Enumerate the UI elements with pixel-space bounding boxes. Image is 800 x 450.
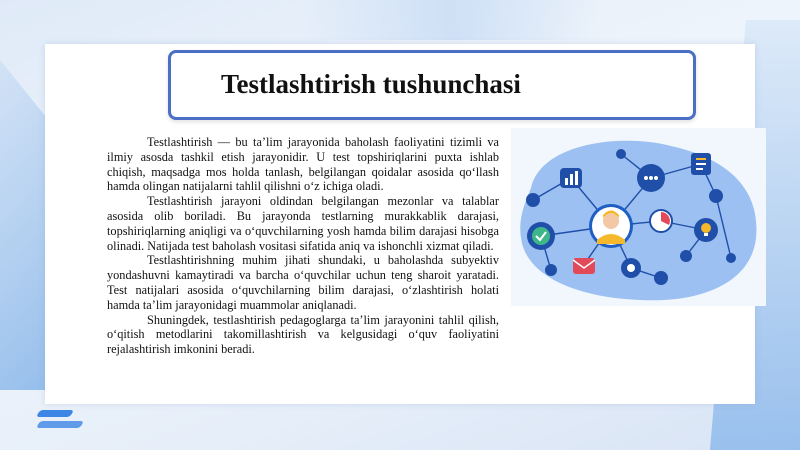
decor-stripe bbox=[36, 421, 84, 428]
thumbs-up-icon bbox=[545, 264, 557, 276]
envelope-icon bbox=[573, 258, 595, 274]
blob-shape bbox=[520, 141, 756, 301]
paragraph-1: Testlashtirish — bu ta’lim jarayonida baholash faoliyatini tizimli va ilmiy asosda tashkil etish jarayonidir. U test topshiriqlarini puxta ishlab chiqish, maqsadga mos holda tanlash, belgilangan qoidalar asosida qo‘llash hamda olingan natijalarni tahlil qilishni o‘z ichiga oladi. bbox=[107, 135, 499, 194]
paragraph-4: Shuningdek, testlashtirish pedagoglarga ta’lim jarayonini tahlil qilish, o‘qitish metodlarini takomillashtirish va kelgusidagi o‘quv faoliyatini rejalashtirish imkonini beradi. bbox=[107, 312, 499, 357]
body-text bbox=[107, 135, 499, 357]
background-top-glow bbox=[300, 0, 600, 40]
paragraph-3: Testlashtirishning muhim jihati shundaki, u baholashda subyektiv yondashuvni kamaytiradi va barcha o‘quvchilar uchun teng sharoit yaratadi. Test natijalari asosida o‘quvchilarning bilim darajasi, o‘zlashtirish holati hamda ta’lim jarayonidagi muammolar aniqlanadi. bbox=[107, 253, 499, 312]
title-box bbox=[168, 50, 696, 120]
network-illustration-svg bbox=[511, 128, 766, 306]
slide-title: Testlashtirish tushunchasi bbox=[221, 69, 521, 99]
network-illustration bbox=[511, 128, 766, 306]
shield-icon bbox=[654, 271, 668, 285]
decor-stripe bbox=[36, 410, 74, 417]
cloud-icon bbox=[526, 193, 540, 207]
paragraph-2: Testlashtirish jarayoni oldindan belgilangan mezonlar va talablar asosida olib boriladi. Bu jarayonda testlarning murakkablik darajasi, topshiriqlarning aniqligi va o‘quvchilarning yosh hamda bilim darajasi hisobga olinadi. Natijada test baholash vositasi sifatida aniq va ishonchli xizmat qiladi. bbox=[107, 194, 499, 253]
